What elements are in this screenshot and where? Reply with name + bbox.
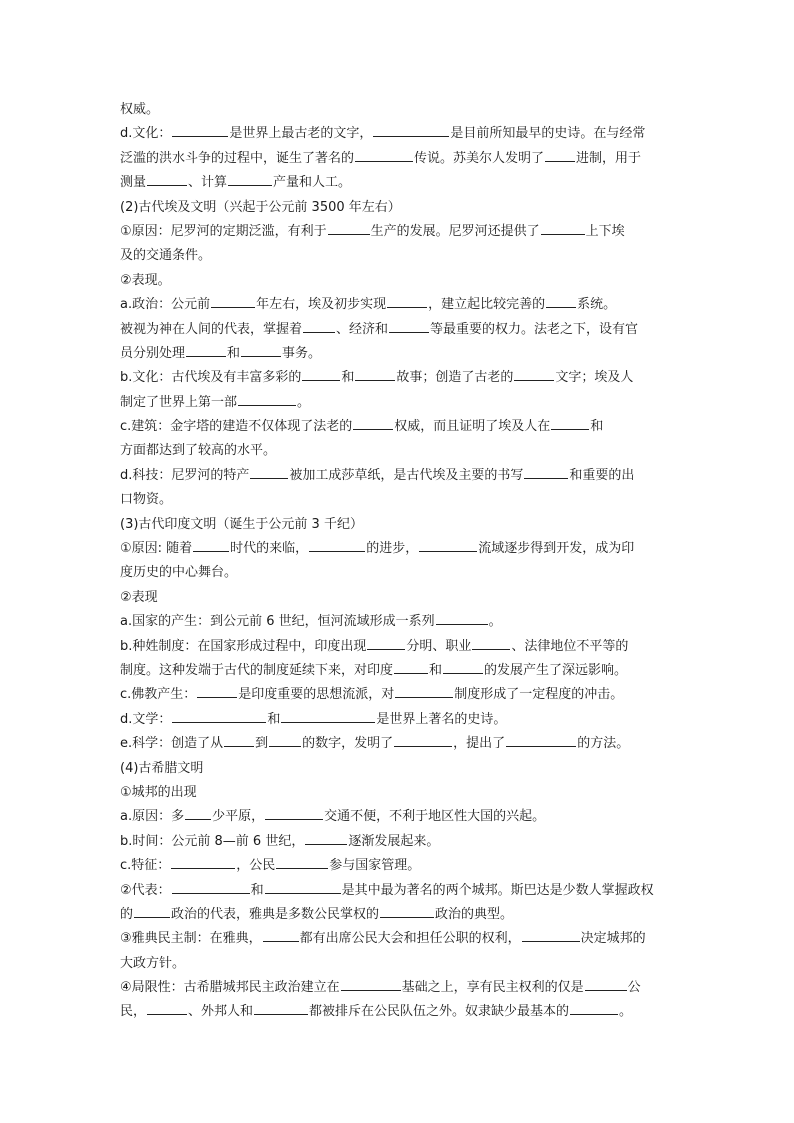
text-segment: (3)古代印度文明（诞生于公元前 3 千纪） [120,516,363,532]
text-segment: 时代的来临， [230,541,309,557]
text-line [120,805,680,829]
answer-blank [353,415,393,430]
answer-blank [147,171,187,186]
text-line [120,269,680,293]
text-segment: 泛滥的洪水斗争的过程中，诞生了著名的 [120,150,355,166]
text-segment: 和 [250,882,264,898]
text-segment: 交通不便，不利于地区性大国的兴起。 [324,809,546,825]
text-segment: 生产的发展。尼罗河还提供了 [370,223,540,239]
text-segment: 被视为神在人间的代表，掌握着 [120,321,303,337]
text-segment: ④局限性：古希腊城邦民主政治建立在 [120,980,340,996]
text-segment: ①城邦的出现 [120,784,197,800]
text-segment: c.特征： [120,858,171,874]
text-segment: (2)古代埃及文明（兴起于公元前 3500 年左右） [120,199,401,215]
answer-blank [373,122,449,137]
text-segment: 上下埃 [585,223,625,239]
text-segment: e.科学：创造了从 [120,736,224,752]
answer-blank [380,903,434,918]
text-line [120,342,680,366]
text-segment: 进制，用于 [576,150,642,166]
text-segment: 制度。这种发端于古代的制度延续下来，对印度 [120,662,394,678]
text-line [120,757,680,781]
text-line [120,732,680,756]
text-line [120,708,680,732]
text-segment: 、经济和 [336,321,389,337]
text-line [120,98,680,122]
answer-blank [546,293,576,308]
text-line [120,1000,680,1024]
text-line [120,635,680,659]
text-line [120,439,680,463]
text-segment: ①原因: 随着 [120,541,193,557]
text-segment: 测量 [120,175,147,191]
text-segment: 和 [429,662,443,678]
answer-blank [545,147,575,162]
text-line [120,952,680,976]
text-segment: 少平原， [212,809,265,825]
answer-blank [241,342,281,357]
text-line [120,293,680,317]
answer-blank [276,854,328,869]
text-line [120,196,680,220]
text-segment: 流域逐步得到开发，成为印 [478,541,635,557]
text-segment: 政治的代表，雅典是多数公民掌权的 [171,906,380,922]
answer-blank [472,635,510,650]
text-segment: 。 [619,1004,633,1020]
answer-blank [506,732,576,747]
answer-blank [172,122,228,137]
text-segment: 是世界上最古老的文字， [229,126,373,142]
text-segment: 。 [488,614,502,630]
text-line [120,781,680,805]
text-line [120,464,680,488]
text-line [120,927,680,951]
text-line [120,147,680,171]
text-segment: 等最重要的权力。法老之下，设有官 [430,321,639,337]
answer-blank [522,927,580,942]
answer-blank [570,1000,618,1015]
text-segment: 事务。 [282,345,322,361]
text-line [120,366,680,390]
text-line [120,537,680,561]
answer-blank [269,732,301,747]
answer-blank [394,732,452,747]
text-segment: 是印度重要的思想流派，对 [238,687,395,703]
text-segment: ，公民 [236,858,276,874]
text-segment: 基础之上，享有民主权利的仅是 [401,980,584,996]
text-segment: 的 [120,906,134,922]
text-segment: 权威。 [120,102,160,117]
answer-blank [186,342,226,357]
text-segment: 系统。 [577,297,617,313]
text-segment: 文字；埃及人 [555,370,634,386]
answer-blank [250,464,288,479]
text-segment: 口物资。 [120,492,173,508]
text-segment: ②表现 [120,589,158,605]
text-segment: 是世界上著名的史诗。 [376,711,507,727]
text-segment: c.建筑：金字塔的建造不仅体现了法老的 [120,419,353,435]
answer-blank [197,683,237,698]
answer-blank [395,683,453,698]
text-line [120,586,680,610]
text-segment: d.科技：尼罗河的特产 [120,467,250,483]
answer-blank [238,391,296,406]
text-segment: 被加工成莎草纸，是古代埃及主要的书写 [289,467,524,483]
answer-blank [254,1000,308,1015]
text-segment: 和 [267,711,281,727]
text-segment: 和重要的出 [569,467,635,483]
text-segment: b.种姓制度：在国家形成过程中，印度出现 [120,638,367,654]
text-segment: ，建立起比较完善的 [428,297,546,313]
text-segment: 、法律地位不平等的 [511,638,629,654]
answer-blank [514,366,554,381]
text-line [120,854,680,878]
answer-blank [367,635,405,650]
answer-blank [224,732,254,747]
text-segment: 的方法。 [577,736,630,752]
answer-blank [172,708,266,723]
text-line [120,659,680,683]
text-segment: 传说。苏美尔人发明了 [414,150,545,166]
text-segment: 。 [297,394,311,410]
text-segment: a.国家的产生：到公元前 6 世纪，恒河流域形成一系列 [120,614,435,630]
answer-blank [436,610,488,625]
text-segment: 公 [627,980,641,996]
text-segment: 到 [255,736,269,752]
text-segment: 度历史的中心舞台。 [120,565,238,581]
text-line [120,391,680,415]
text-line [120,903,680,927]
answer-blank [265,805,323,820]
text-line [120,488,680,512]
text-segment: 的进步， [366,541,419,557]
answer-blank [305,830,347,845]
text-segment: d.文化： [120,126,172,142]
text-segment: 和 [227,345,241,361]
answer-blank [134,903,170,918]
text-segment: 分明、职业 [406,638,472,654]
answer-blank [309,537,365,552]
text-segment: 是其中最为著名的两个城邦。斯巴达是少数人掌握政权 [341,882,654,898]
text-segment: 的数字，发明了 [302,736,394,752]
answer-blank [265,879,341,894]
text-segment: ②代表： [120,882,171,898]
text-line [120,122,680,146]
text-segment: 参与国家管理。 [329,858,421,874]
text-segment: 制度形成了一定程度的冲击。 [454,687,624,703]
text-line [120,415,680,439]
text-segment: ，提出了 [453,736,506,752]
text-segment: 年左右，埃及初步实现 [256,297,387,313]
answer-blank [355,366,395,381]
answer-blank [389,318,429,333]
answer-blank [147,1000,187,1015]
text-segment: 和 [341,370,355,386]
text-segment: c.佛教产生： [120,687,197,703]
text-segment: 和 [590,419,604,435]
text-segment: 、外邦人和 [188,1004,254,1020]
text-segment: 逐渐发展起来。 [348,833,440,849]
text-line [120,879,680,903]
text-segment: b.时间：公元前 8—前 6 世纪， [120,833,305,849]
text-segment: 决定城邦的 [580,931,646,947]
text-segment: 是目前所知最早的史诗。在与经常 [450,126,646,142]
answer-blank [541,220,585,235]
answer-blank [263,927,299,942]
text-line [120,976,680,1000]
text-segment: 大政方针。 [120,955,186,971]
text-line [120,244,680,268]
text-segment: 产量和人工。 [273,175,352,191]
answer-blank [228,171,272,186]
text-segment: a.政治：公元前 [120,297,211,313]
text-segment: ①原因：尼罗河的定期泛滥，有利于 [120,223,327,239]
text-segment: 及的交通条件。 [120,248,212,264]
text-line [120,513,680,537]
text-segment: 政治的典型。 [435,906,514,922]
answer-blank [394,659,428,674]
text-segment: 故事；创造了古老的 [396,370,514,386]
answer-blank [185,805,211,820]
answer-blank [303,318,335,333]
text-segment: a.原因：多 [120,809,185,825]
text-segment: 都有出席公民大会和担任公职的权利， [299,931,521,947]
answer-blank [193,537,229,552]
text-segment: 方面都达到了较高的水平。 [120,443,277,459]
text-segment: 制定了世界上第一部 [120,394,238,410]
text-segment: d.文学： [120,711,172,727]
text-line [120,830,680,854]
text-line [120,318,680,342]
text-segment: 、计算 [188,175,228,191]
text-line [120,683,680,707]
text-line [120,220,680,244]
text-segment: b.文化：古代埃及有丰富多彩的 [120,370,302,386]
answer-blank [172,879,250,894]
text-segment: 权威，而且证明了埃及人在 [394,419,551,435]
text-line [120,561,680,585]
text-segment: (4)古希腊文明 [120,760,204,776]
text-segment: 的发展产生了深远影响。 [484,662,628,678]
text-line [120,171,680,195]
answer-blank [551,415,589,430]
answer-blank [524,464,568,479]
answer-blank [355,147,413,162]
answer-blank [302,366,340,381]
answer-blank [387,293,427,308]
document-page [120,98,680,1025]
answer-blank [171,854,235,869]
text-segment: ②表现。 [120,272,171,288]
answer-blank [281,708,375,723]
answer-blank [419,537,477,552]
text-segment: 员分别处理 [120,345,186,361]
text-segment: ③雅典民主制：在雅典， [120,931,262,947]
answer-blank [211,293,255,308]
text-segment: 都被排斥在公民队伍之外。奴隶缺少最基本的 [309,1004,570,1020]
answer-blank [443,659,483,674]
answer-blank [328,220,370,235]
text-line [120,610,680,634]
text-segment: 民， [120,1004,147,1020]
answer-blank [585,976,627,991]
answer-blank [341,976,401,991]
